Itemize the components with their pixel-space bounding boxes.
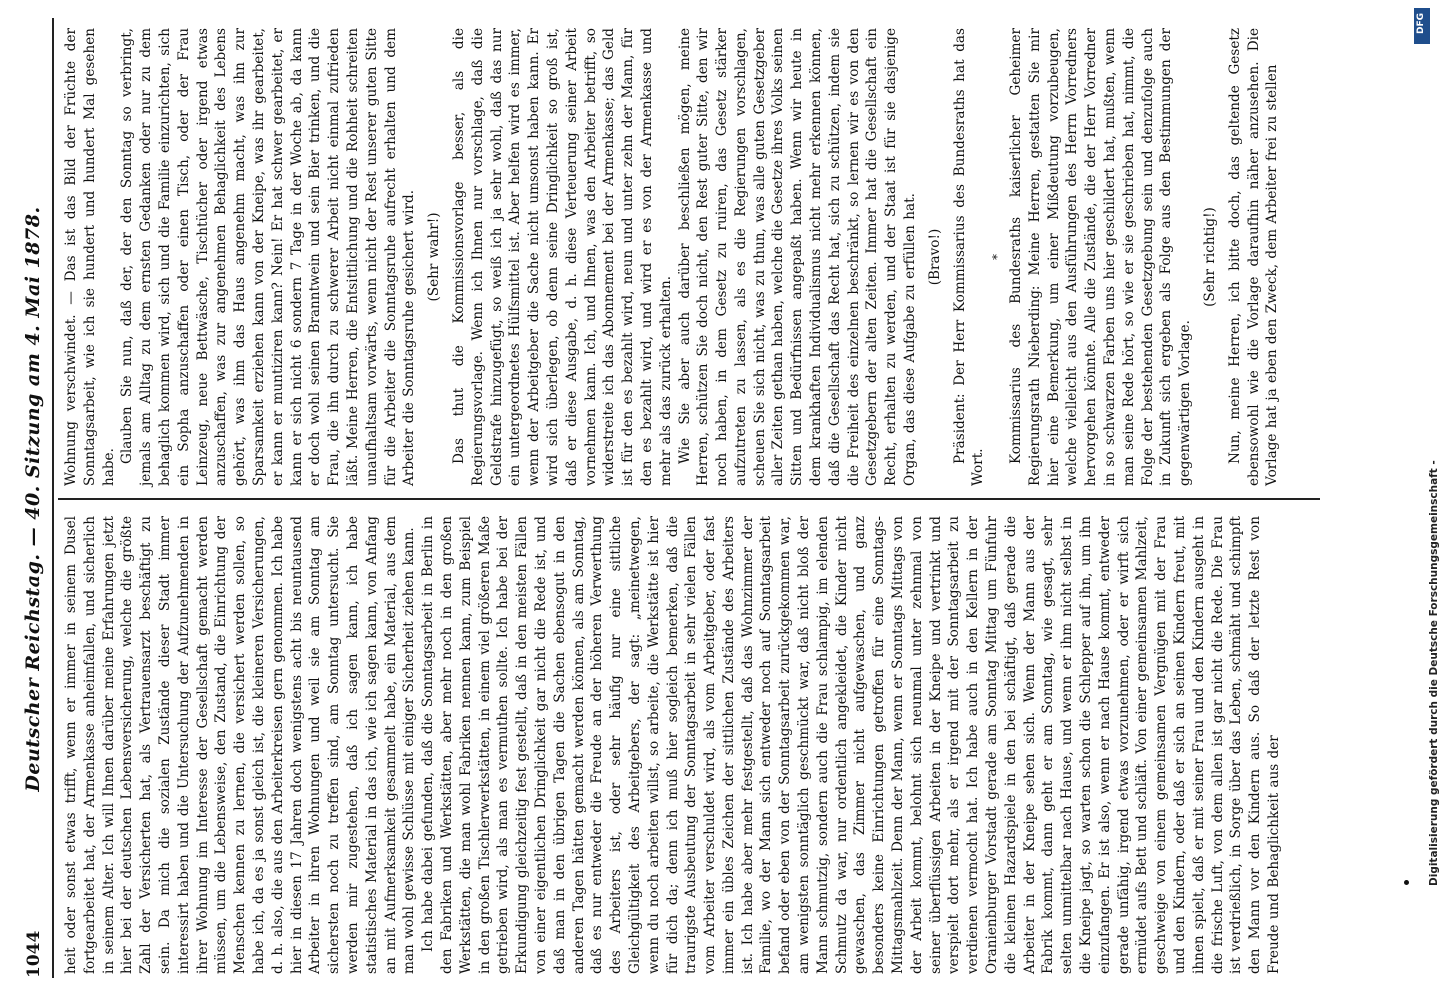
right-column-paragraph: Kommissarius des Bundesraths kaiserlicher Geheimer Regierungsrath Nieberding: Meine Herren, gestatten Sie mir hier eine Bemerkung, um einer Mißdeutung vorzubeugen, welche vielleicht aus den Ausführungen des Herrn Vorredners hervorgehen könnte. Alle die Zustände, die der Herr Vorredner in so schwarzen Farben uns hier geschildert hat, mußten, wenn man seine Rede hört, so wie er sie geschrieben hat, nimmt, die Folge der bestehenden Gesetzgebung sein und denzufolge auch in Zukunft sich ergeben als Folge aus den Bestimmungen der gegenwärtigen Vorlage. (1008, 28, 1194, 486)
column-divider (58, 498, 1320, 500)
right-column-paragraph: Nun, meine Herren, ich bitte doch, das geltende Gesetz ebensowohl wie die Vorlage daraufhin näher anzusehen. Die Vorlage hat ja eben den Zweck, dem Arbeiter frei zu stellen (1226, 28, 1281, 486)
right-column-paragraph: Wohnung verschwindet. — Das ist das Bild der Früchte der Sonntagsarbeit, wie ich sie hundert und hundert Mal gesehen habe. (63, 28, 117, 486)
running-title: Deutscher Reichstag. — 40. Sitzung am 4. Mai 1878. (22, 206, 44, 792)
separator-star: * (990, 254, 1005, 260)
credit-text: Digitalisierung gefördert durch die Deutsche Forschungsgemeinschaft - (1428, 460, 1440, 886)
dfg-logo-text: DFG (1416, 12, 1426, 34)
left-column-paragraph: Ich habe dabei gefunden, daß die Sonntagsarbeit in Berlin in den Fabriken und Werkstätten, aber mehr noch in den großen Werkstätten, die man wohl Fabriken nennen kann, zum Beispiel in den großen Tischlerwerkstätten, in einem viel größeren Maße getrieben wird, als man es vermuthen sollte. Ich habe bei der Erkundigung gleichzeitig fest gestellt, daß in den meisten Fällen von einer eigentlichen Dringlichkeit gar nicht die Rede ist, und daß man in den übrigen Tagen die Sachen ebensogut in den anderen Tagen hätten gemacht werden können, als am Sonntag, daß es nur entweder die Freude an der höheren Verwerthung des Arbeiters ist, oder sehr häufig nur eine sittliche Gleichgültigkeit des Arbeitgebers, der sagt: „meinetwegen, wenn du noch arbeiten willst, so arbeite, die Werkstätte ist hier für dich da; denn ich muß hier sogleich bemerken, daß die traurigste Ausbeutung der Sonntagsarbeit in sehr vielen Fällen vom Arbeiter verschuldet wird, als vom Arbeitgeber, oder fast immer ein übles Zeichen der sittlichen Zustände des Arbeiters ist. Ich habe aber mehr festgestellt, daß das Wohnzimmer der Familie, wo der Mann sich entweder noch auf Sonntagsarbeit befand oder eben von der Sonntagsarbeit zurückgekommen war, am wenigsten sonntäglich geschmückt war, daß nicht bloß der Mann schmutzig, sondern auch die Frau schlampig, im elenden Schmutz da war, nur ordentlich angekleidet, die Kinder nicht gewaschen, das Zimmer nicht aufgewaschen, und ganz besonders keine Einrichtungen getroffen für eine Sonntags-Mittagsmahlzeit. Denn der Mann, wenn er Sonntags Mittags von der Arbeit kommt, belohnt sich neunmal unter zehnmal von seiner überflüssigen Arbeiten in der Kneipe und vertrinkt und verspielt dort mehr, als er irgend mit der Sonntagsarbeit zu verdienen vermocht hat. Ich habe auch in den Kellern in der Oranienburger Vorstadt gerade am Sonntag Mittag um Fünfuhr die kleinen Hazardspiele in den bei schäftigt, daß gerade die Arbeiter in der Kneipe sehen sich. Wenn der Mann aus der Fabrik kommt, dann geht er am Sonntag, wie gesagt, sehr selten unmittelbar nach Hause, und wenn er ihm nicht selbst in die Kneipe jagt, so warten schon die Schlepper auf ihn, um ihn einzufangen. Er ist also, wenn er nach Hause kommt, entweder gerade unfähig, irgend etwas vorzunehmen, oder er wirft sich ermüdet aufs Bett und schläft. Von einer gemeinsamen Mahlzeit, geschweige von einem gemeinsamen Vergnügen mit der Frau und den Kindern, oder daß er sich an seinen Kindern freut, mit ihnen spielt, daß er mit seiner Frau und den Kindern ausgeht in die frische Luft, von dem allen ist gar nicht die Rede. Die Frau ist verdrießlich, in Sorge über das Leben, schmäht und schimpft den Mann vor den Kindern aus. So daß der letzte Rest von Freude und Behaglichkeit aus der (420, 516, 1282, 974)
right-column (62, 28, 1282, 486)
speaker-paragraph: Präsident: Der Herr Kommissarius des Bundesraths hat das Wort. (951, 28, 987, 486)
left-column-paragraph: heit oder sonst etwas trifft, wenn er immer in seinem Dusel fortgearbeitet hat, der Armenkasse anheimfallen, und sicherlich in seinem Alter. Ich will Ihnen darüber meine Erfahrungen jetzt hier bei der deutschen Lebensversicherung, welche die größte Zahl der Versicherten hat, als Vertrauensarzt beschäftigt zu sein. Da mich die sozialen Zustände dieser Stadt immer interessirt haben und die Untersuchung der Aufzunehmenden in ihrer Wohnung im Interesse der Gesellschaft gemacht werden müssen, um die Lebensweise, den Zustand, die Einrichtung der Menschen kennen zu lernen, die versichert werden sollen, so habe ich, da es ja sonst gleich ist, die kleineren Versicherungen, d. h. also, die aus den Arbeiterkreisen gern genommen. Ich habe hier in diesen 17 Jahren doch wenigstens acht bis neuntausend Arbeiter in ihren Wohnungen und weil sie am Sonntag am sichersten noch zu treffen sind, am Sonntag untersucht. Sie werden mir zugestehen, daß ich sagen kann, ich habe statistisches Material in das ich, wie ich sagen kann, von Anfang an mit Aufmerksamkeit gesammelt habe, ein Material, aus dem man wohl gewisse Schlüsse mit einiger Sicherheit ziehen kann. (63, 516, 418, 974)
right-column-paragraph: Das thut die Kommissionsvorlage besser, als die Regierungsvorlage. Wenn ich Ihnen nur vorschlage, daß die Geldstrafe hinzugefügt, so weiß ich ja sehr wohl, daß das nur ein untergeordnetes Hülfsmittel ist. Aber helfen wird es immer, wenn der Arbeitgeber die Sache nicht umsonst haben kann. Er wird sich überlegen, ob denn seine Dringlichkeit so groß ist, daß er diese Ausgabe, d. h. diese Verteuerung seiner Arbeit vornehmen kann. Ich, und Ihnen, was den Arbeiter betrifft, so widerstreite ich das Abonnement bei der Armenkasse; das Geld ist für den es bezahlt wird, neun und unter zehn der Mann, für den es bezahlt wird, und wird er es von der Armenkasse und mehr als das zurück erhalten. (450, 28, 674, 486)
left-column (62, 516, 1284, 974)
interjection: (Sehr wahr!) (426, 212, 443, 302)
digitization-credit (1413, 6, 1440, 996)
right-column-paragraph: Wie Sie aber auch darüber beschließen mögen, meine Herren, schützen Sie doch nicht, den Rest guter Sitte, den wir noch haben, in dem Gesetz zu ruiren, das Gesetz stärker aufzutreten zu lassen, als es die Regierungen vorschlagen, scheuen Sie sich nicht, was zu thun, was alle guten Gesetzgeber aller Zeiten gethan haben, welche die Gesetze ihres Volks seinen Sitten und Bedürfnissen angepaßt haben. Wenn wir heute in dem krankhaften Individualismus nicht mehr erkennen können, daß die Gesellschaft das Recht hat, sich zu schützen, indem sie die Freiheit des einzelnen beschränkt, so lernen wir es von den Gesetzgebern der alten Zeiten. Immer hat die Gesellschaft ein Recht, erhalten zu werden, und der Staat ist für sie dasjenige Organ, das diese Aufgabe zu erfüllen hat. (676, 28, 919, 486)
page-header (6, 20, 50, 978)
interjection: (Sehr richtig!) (1202, 207, 1219, 307)
right-column-paragraph: Glauben Sie nun, daß der, der den Sonntag so verbringt, jemals am Alltag zu dem ernsten Gedanken oder nur zu dem behaglich kommen wird, sich und die Familie einzurichten, sich ein Sopha anzuschaffen oder einen Tisch, oder der Frau Leinzeug, neue Bettwäsche, Tischtücher oder irgend etwas anzuschaffen, was zur angenehmen Behaglichkeit des Lebens gehört, was ihm das Haus angenehm macht, was ihn zur Sparsamkeit erziehen kann von der Kneipe, was ihr gearbeitet, er kann er muntiziren kann? Nein! Er hat schwer gearbeitet, er kann er sich nicht 6 sondern 7 Tage in der Woche ab, da kann er doch wohl seinen Branntwein und sein Bier trinken, und die Frau, die ihn durch zu schwerer Arbeit nicht einmal zufrieden läßt. Meine Herren, die Entsittlichung und die Rohheit schreiten unaufhaltsam vorwärts, wenn nicht der Rest unserer guten Sitte für die Arbeiter die Sonntagsruhe aufrecht erhalten und dem Arbeiter die Sonntagsruhe gesichert wird. (119, 28, 418, 486)
interjection: (Bravo!) (926, 228, 943, 286)
page-number: 1044 (24, 930, 44, 978)
scan-speck (1404, 880, 1409, 885)
dfg-logo (1414, 8, 1430, 44)
header-rule (52, 18, 54, 978)
